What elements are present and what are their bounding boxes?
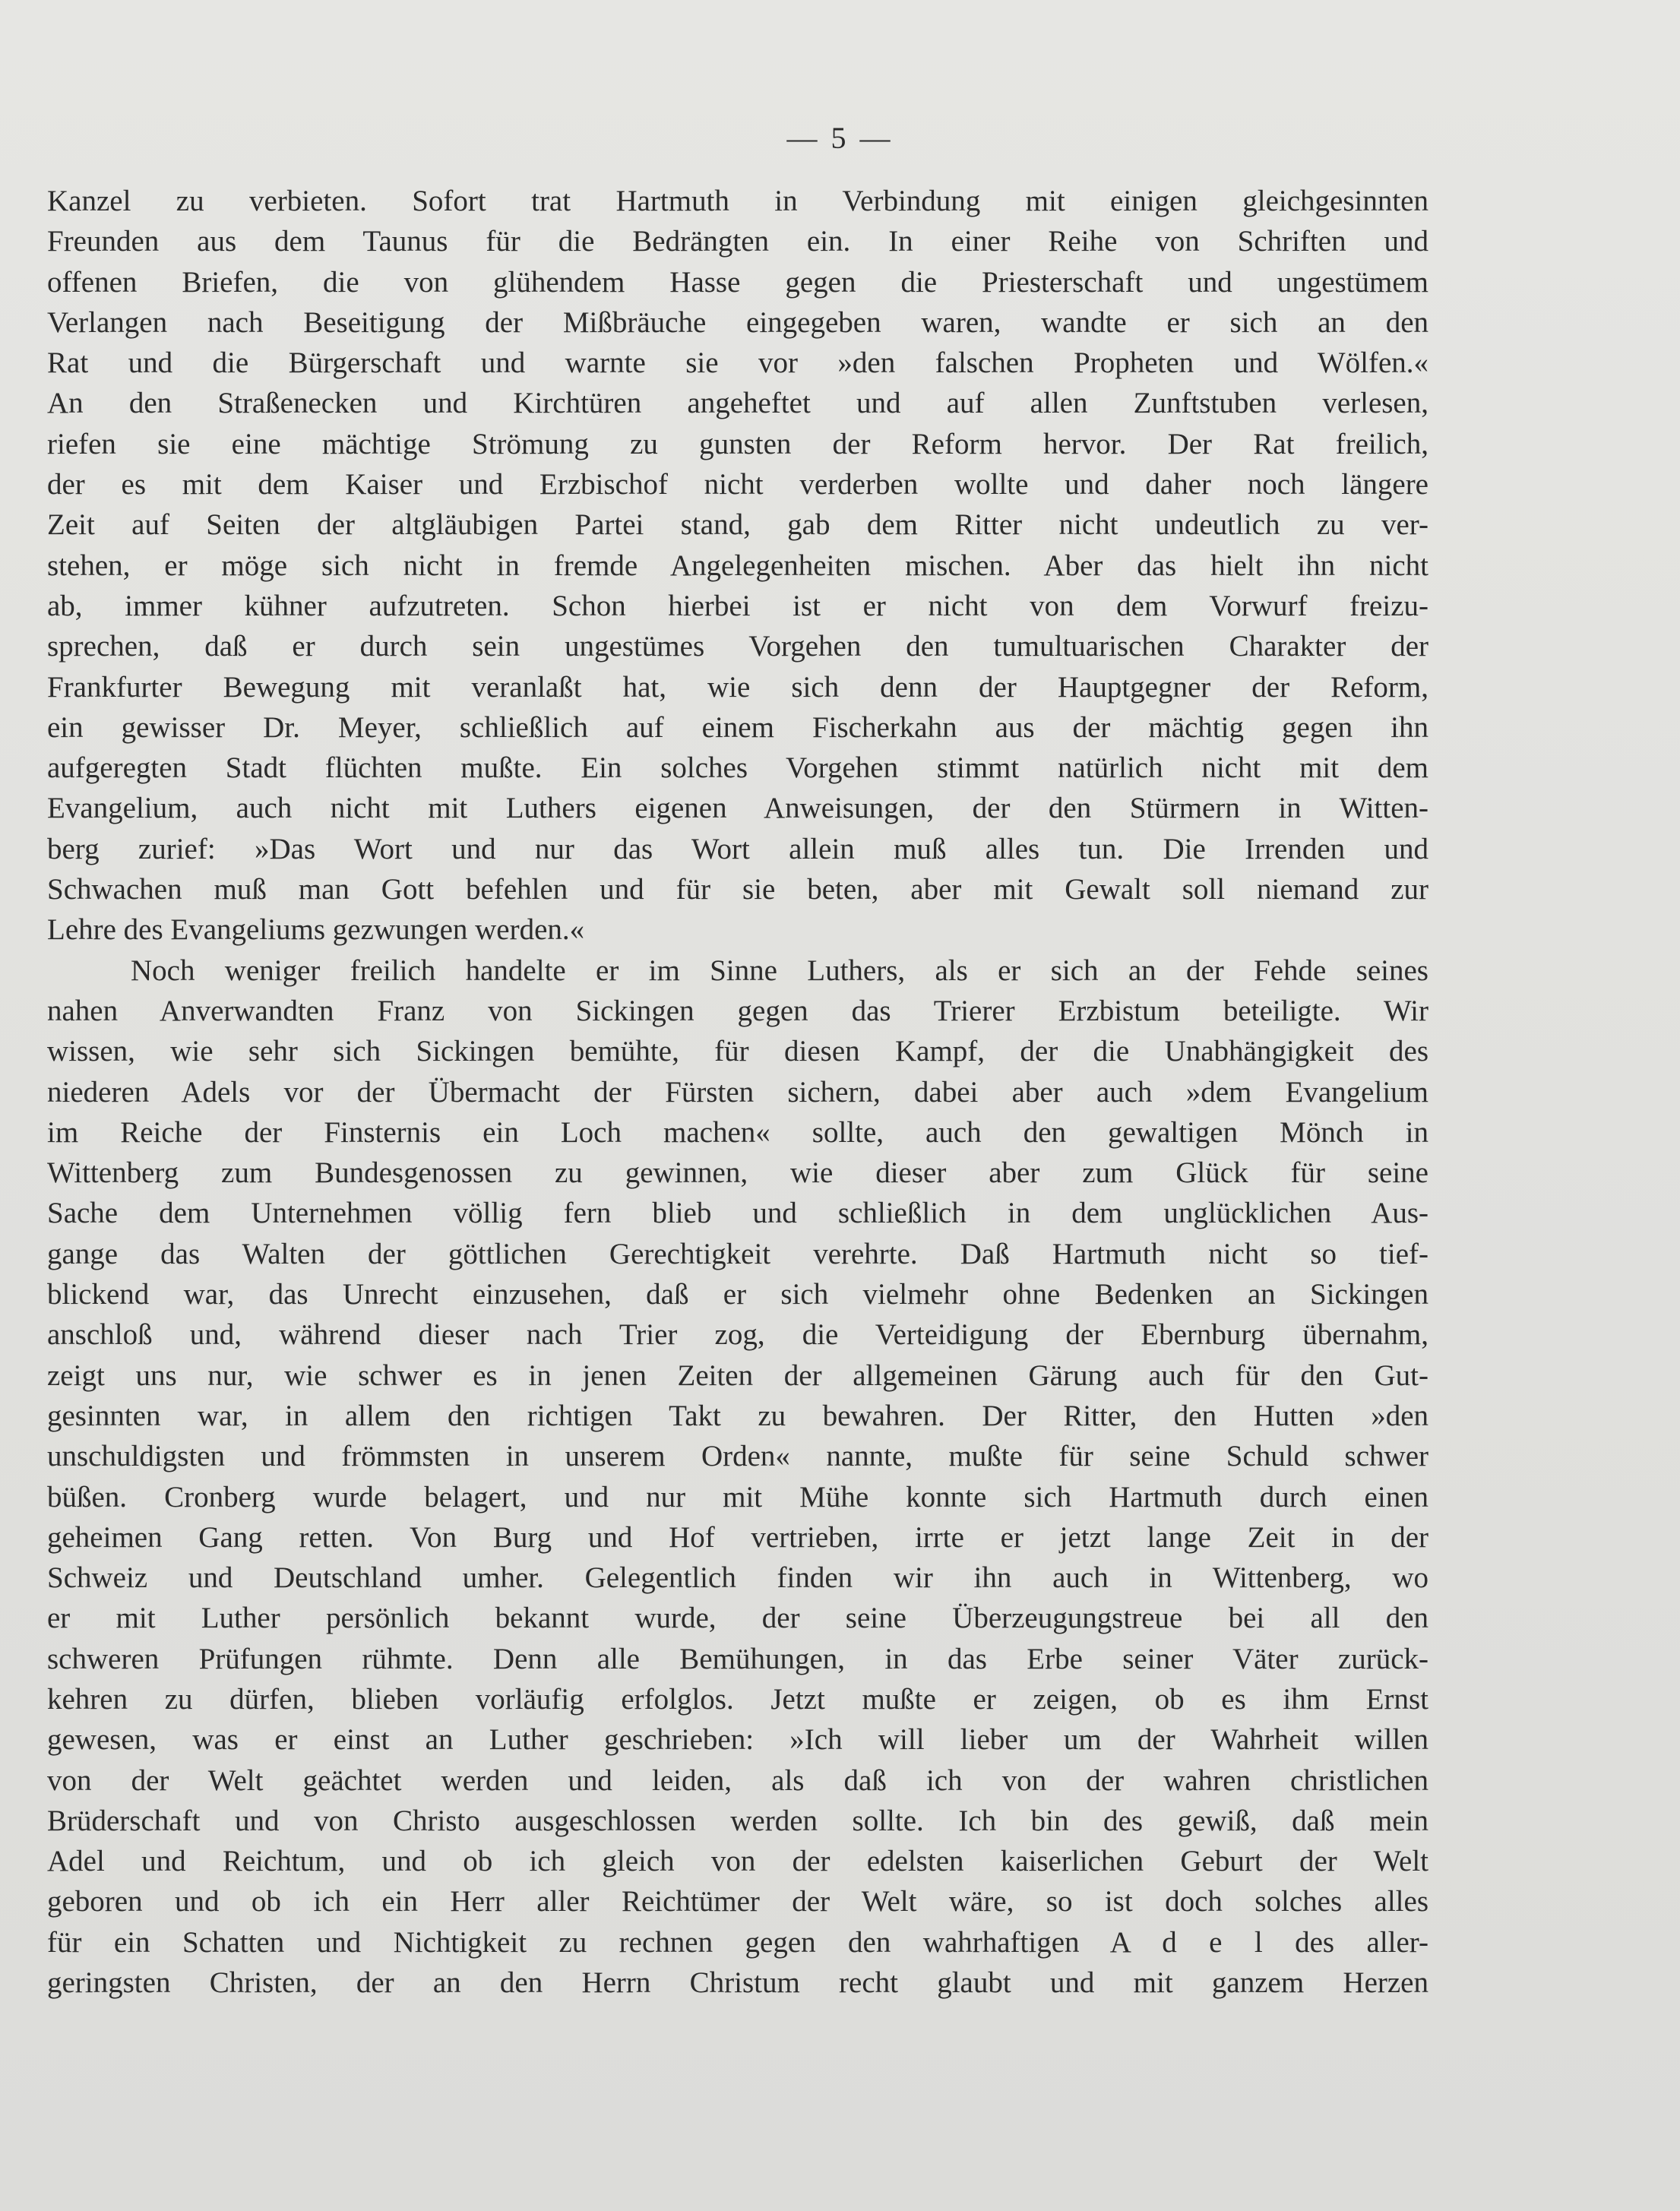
text-line: wissen, wie sehr sich Sickingen bemühte, für diesen Kampf, der die Unabhängigkeit des [47,1035,1428,1068]
text-line: Freunden aus dem Taunus für die Bedrängten ein. In einer Reihe von Schriften und [47,225,1428,258]
text-line: er mit Luther persönlich bekannt wurde, der seine Überzeugungstreue bei all den [47,1602,1428,1635]
text-line: Sache dem Unternehmen völlig fern blieb und schließlich in dem unglücklichen Aus- [47,1197,1428,1230]
text-line: Wittenberg zum Bundesgenossen zu gewinnen, wie dieser aber zum Glück für seine [47,1156,1428,1190]
text-line: An den Straßenecken und Kirchtüren angeheftet und auf allen Zunftstuben verlesen, [47,387,1428,420]
text-line: kehren zu dürfen, blieben vorläufig erfolglos. Jetzt mußte er zeigen, ob es ihm Ernst [47,1682,1428,1716]
text-line: gewesen, was er einst an Luther geschrieben: »Ich will lieber um der Wahrheit willen [47,1723,1428,1757]
text-line: büßen. Cronberg wurde belagert, und nur mit Mühe konnte sich Hartmuth durch einen [47,1480,1428,1514]
text-line: Frankfurter Bewegung mit veranlaßt hat, wie sich denn der Hauptgegner der Reform, [47,670,1428,704]
text-line: geboren und ob ich ein Herr aller Reichtümer der Welt wäre, so ist doch solches alles [47,1885,1428,1918]
page-number: — 5 — [786,121,894,155]
text-line: der es mit dem Kaiser und Erzbischof nicht verderben wollte und daher noch längere [47,468,1428,501]
text-line: riefen sie eine mächtige Strömung zu gunsten der Reform hervor. Der Rat freilich, [47,427,1428,460]
text-line: niederen Adels vor der Übermacht der Fürsten sichern, dabei aber auch »dem Evangelium [47,1075,1428,1109]
text-line: Schwachen muß man Gott befehlen und für sie beten, aber mit Gewalt soll niemand zur [47,873,1428,906]
text-line: schweren Prüfungen rühmte. Denn alle Bemühungen, in das Erbe seiner Väter zurück- [47,1642,1428,1675]
text-line: Rat und die Bürgerschaft und warnte sie vor »den falschen Propheten und Wölfen.« [47,346,1428,380]
text-line: aufgeregten Stadt flüchten mußte. Ein solches Vorgehen stimmt natürlich nicht mit dem [47,751,1428,785]
text-line: Zeit auf Seiten der altgläubigen Partei stand, gab dem Ritter nicht undeutlich zu ver- [47,508,1428,542]
text-line: stehen, er möge sich nicht in fremde Angelegenheiten mischen. Aber das hielt ihn nicht [47,549,1428,582]
text-line: offenen Briefen, die von glühendem Hasse gegen die Priesterschaft und ungestümem [47,265,1428,299]
body-text [47,181,1428,2003]
text-line: im Reiche der Finsternis ein Loch machen« sollte, auch den gewaltigen Mönch in [47,1115,1428,1149]
text-line: geheimen Gang retten. Von Burg und Hof vertrieben, irrte er jetzt lange Zeit in der [47,1520,1428,1554]
paragraph [47,181,1428,951]
text-line: Brüderschaft und von Christo ausgeschlossen werden sollte. Ich bin des gewiß, daß mein [47,1804,1428,1837]
text-line: gange das Walten der göttlichen Gerechtigkeit verehrte. Daß Hartmuth nicht so tief- [47,1237,1428,1270]
text-line: Adel und Reichtum, und ob ich gleich von der edelsten kaiserlichen Geburt der Welt [47,1845,1428,1878]
text-line: für ein Schatten und Nichtigkeit zu rechnen gegen den wahrhaftigen A d e l des aller- [47,1925,1428,1959]
text-line: zeigt uns nur, wie schwer es in jenen Zeiten der allgemeinen Gärung auch für den Gut- [47,1359,1428,1392]
text-line: Noch weniger freilich handelte er im Sinne Luthers, als er sich an der Fehde seines [131,954,1428,987]
text-line: ab, immer kühner aufzutreten. Schon hierbei ist er nicht von dem Vorwurf freizu- [47,589,1428,622]
text-line: geringsten Christen, der an den Herrn Christum recht glaubt und mit ganzem Herzen [47,1966,1428,2000]
text-line: nahen Anverwandten Franz von Sickingen gegen das Trierer Erzbistum beteiligte. Wir [47,994,1428,1027]
text-line: von der Welt geächtet werden und leiden, als daß ich von der wahren christlichen [47,1763,1428,1797]
text-line: unschuldigsten und frömmsten in unserem Orden« nannte, mußte für seine Schuld schwer [47,1440,1428,1473]
text-line: gesinnten war, in allem den richtigen Takt zu bewahren. Der Ritter, den Hutten »den [47,1399,1428,1432]
text-line: anschloß und, während dieser nach Trier zog, die Verteidigung der Ebernburg übernahm, [47,1318,1428,1352]
paragraph [47,951,1428,2004]
text-line: blickend war, das Unrecht einzusehen, daß er sich vielmehr ohne Bedenken an Sickingen [47,1278,1428,1311]
text-line: berg zurief: »Das Wort und nur das Wort allein muß alles tun. Die Irrenden und [47,832,1428,865]
text-line: Schweiz und Deutschland umher. Gelegentlich finden wir ihn auch in Wittenberg, wo [47,1561,1428,1595]
text-line: Lehre des Evangeliums gezwungen werden.« [47,913,585,947]
text-line: ein gewisser Dr. Meyer, schließlich auf einem Fischerkahn aus der mächtig gegen ihn [47,710,1428,744]
text-line: Evangelium, auch nicht mit Luthers eigenen Anweisungen, der den Stürmern in Witten- [47,792,1428,825]
text-line: sprechen, daß er durch sein ungestümes Vorgehen den tumultuarischen Charakter der [47,630,1428,663]
text-line: Kanzel zu verbieten. Sofort trat Hartmuth in Verbindung mit einigen gleichgesinnten [47,185,1428,217]
text-line: Verlangen nach Beseitigung der Mißbräuche eingegeben waren, wandte er sich an den [47,305,1428,339]
